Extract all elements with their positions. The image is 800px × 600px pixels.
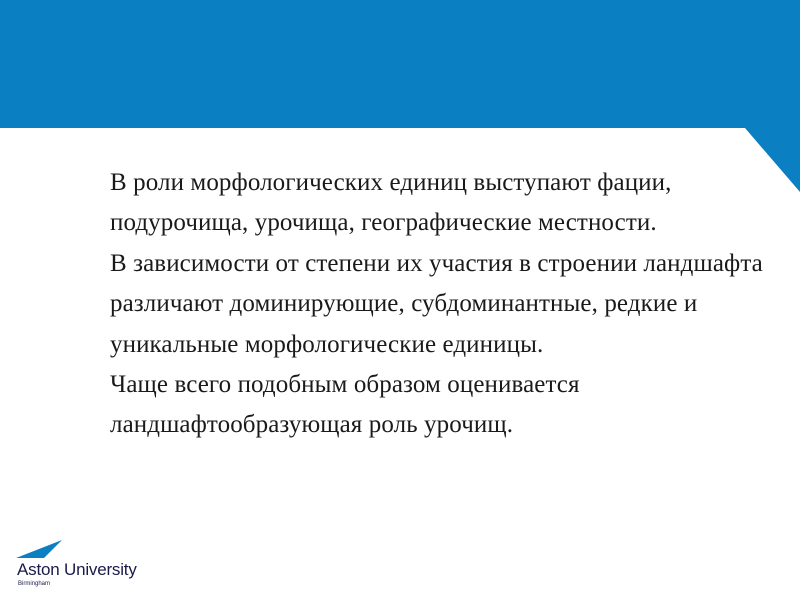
- aston-triangle-icon: [14, 538, 66, 560]
- aston-university-logo: [14, 538, 154, 594]
- paragraph: Чаще всего подобным образом оценивается ландшафтообразующая роль урочищ.: [110, 371, 580, 439]
- paragraph: В роли морфологических единиц выступают фации, подурочища, урочища, географические местности.: [110, 169, 672, 237]
- logo-subtitle: Birmingham: [18, 581, 51, 587]
- paragraph: В зависимости от степени их участия в строении ландшафта различают доминирующие, субдоминантные, редкие и уникальные морфологические единицы.: [110, 249, 763, 358]
- logo-name: Aston University: [17, 560, 137, 579]
- slide-body: [110, 163, 780, 446]
